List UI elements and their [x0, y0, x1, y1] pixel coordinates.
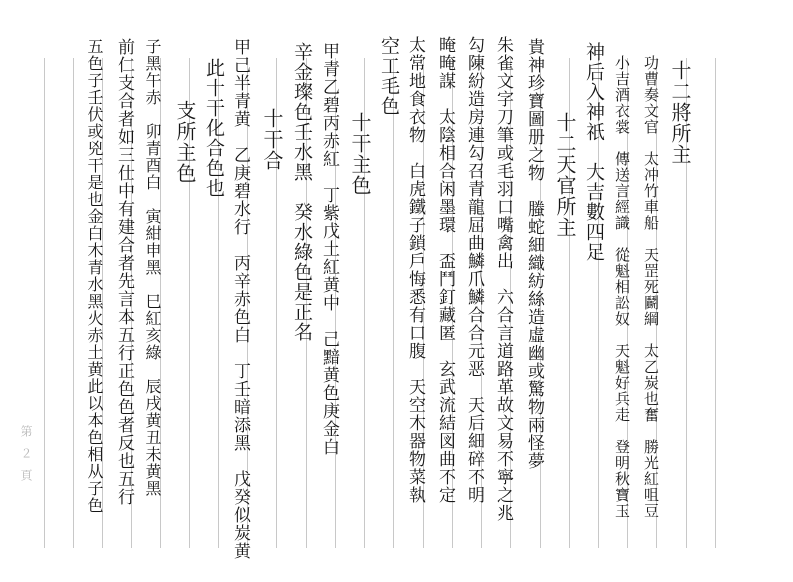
column-rule — [393, 58, 394, 548]
heading-twelve-heavenly-officials: 十二天官所主 — [553, 112, 577, 238]
column-rule — [73, 58, 74, 548]
text-column: 朱雀文字刀筆或毛羽口嘴禽出 六合言道路革故文易不寧之兆 — [493, 36, 513, 522]
text-column: 甲己半青黄 乙庚碧水行 丙辛赤色白 丁壬暗添黑 戊癸似炭黄 — [230, 38, 250, 560]
text-column: 五色子壬伏或兇干是也金白木青水黑火赤土黄此以本色相从子色 — [85, 38, 104, 514]
text-column: 神后入神祇 大吉數四足 — [583, 42, 605, 262]
column-rule — [715, 58, 716, 548]
text-column: 小吉酒衣裳 傳送言經識 從魁相訟奴 天魁好兵走 登明秋寶玉 — [613, 55, 631, 519]
text-column: 功曹奏文官 太冲竹車船 天罡死鬬綱 太乙炭也奮 勝光紅咀豆 — [642, 55, 660, 519]
text-column: 空工毛色 — [378, 36, 400, 116]
text-column: 貴神珍寶圖册之物 螣蛇細織紡絲造虛幽或驚物兩怪夢 — [524, 38, 544, 470]
text-column: 太常地食衣物 白虎鐵子鎖戶悔悉有口腹 天空木器物菜執 — [405, 36, 425, 504]
heading-branches-colors: 支所主色 — [173, 100, 197, 184]
text-column: 甲青乙碧丙赤紅 丁紫戊土紅黄中 己黯黄色庚金白 — [319, 42, 339, 456]
text-column: 晻晻謀 太陰相合闲墨環 盃鬥釘藏匿 玄武流結図曲不定 — [435, 36, 455, 504]
text-column: 辛金璨色壬水黑 癸水綠色是正名 — [291, 42, 313, 342]
heading-ten-stems-colors: 十干主色 — [348, 112, 372, 196]
heading-ten-stems-combination: 十干合 — [260, 108, 284, 171]
text-column: 子黑午赤 卯青酉白 寅紺申黑 巳紅亥綠 辰戌黄丑未黄黑 — [143, 38, 162, 497]
text-column: 前仁支合者如三仕中有建合者先言本五行正色色者反也五行 — [114, 38, 134, 506]
text-column: 勾陳紛造房連勾召青龍屈曲鱗爪鱗合合元恶 天后細碎不明 — [464, 36, 484, 504]
text-column: 此十干化合色也 — [203, 58, 225, 198]
heading-twelve-generals: 十二將所主 — [668, 60, 692, 165]
column-rule — [44, 58, 45, 548]
page-number-mark: 第２頁 — [19, 425, 33, 491]
